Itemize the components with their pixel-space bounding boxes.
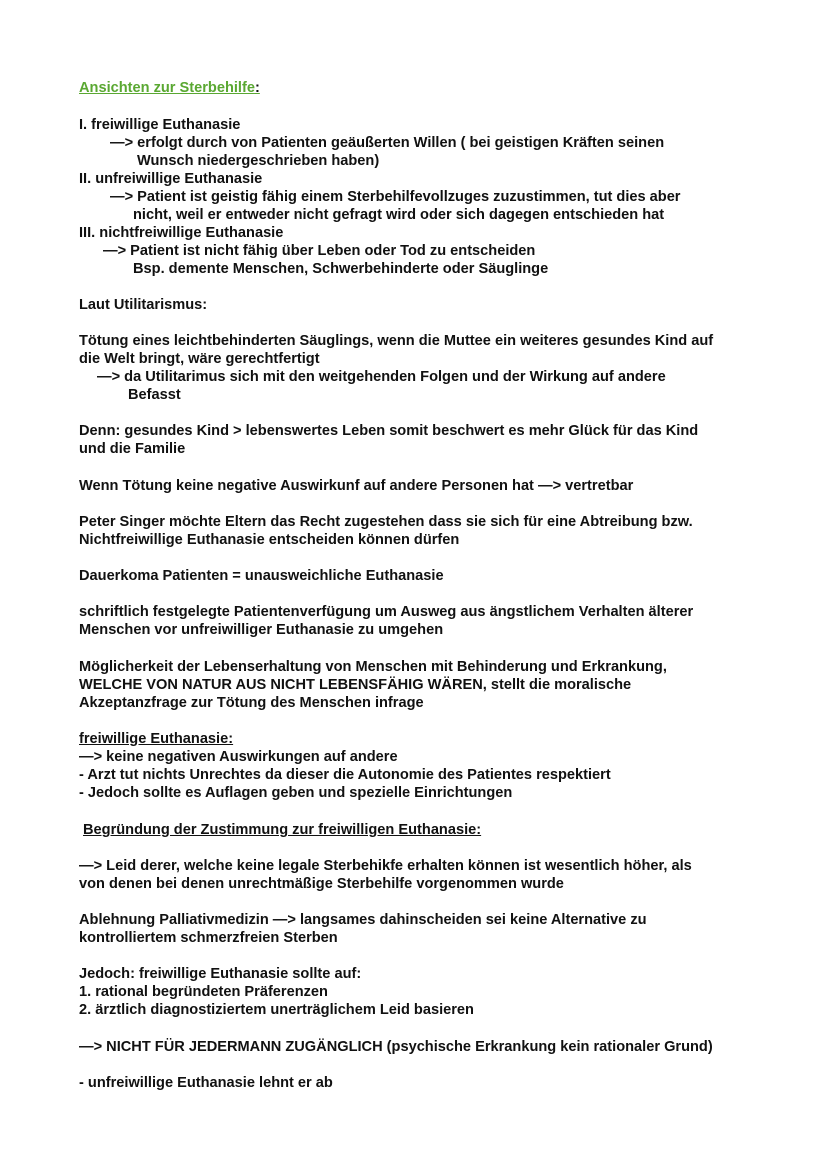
text-line: nicht, weil er entweder nicht gefragt wird oder sich dagegen entschieden hat (133, 207, 665, 223)
text-line: III. nichtfreiwillige Euthanasie (79, 225, 284, 241)
text-line: Nichtfreiwillige Euthanasie entscheiden können dürfen (79, 532, 460, 548)
text-line: Bsp. demente Menschen, Schwerbehinderte oder Säuglinge (133, 261, 549, 277)
text-line: —> Patient ist nicht fähig über Leben oder Tod zu entscheiden (103, 243, 536, 259)
text-line: —> Patient ist geistig fähig einem Sterbehilfevollzuges zuzustimmen, tut dies aber (110, 189, 681, 205)
text-line: Jedoch: freiwillige Euthanasie sollte auf: (79, 966, 362, 982)
text-line: Denn: gesundes Kind > lebenswertes Leben somit beschwert es mehr Glück für das Kind (79, 423, 699, 439)
section-heading: freiwillige Euthanasie: (79, 731, 234, 747)
text-line: schriftlich festgelegte Patientenverfügung um Ausweg aus ängstlichem Verhalten älterer (79, 604, 694, 620)
title-text: Ansichten zur Sterbehilfe (79, 80, 255, 96)
text-line: - Jedoch sollte es Auflagen geben und spezielle Einrichtungen (79, 785, 513, 801)
text-line: - unfreiwillige Euthanasie lehnt er ab (79, 1075, 333, 1091)
text-line: Peter Singer möchte Eltern das Recht zugestehen dass sie sich für eine Abtreibung bzw. (79, 514, 693, 530)
text-line: I. freiwillige Euthanasie (79, 117, 241, 133)
text-line: Akzeptanzfrage zur Tötung des Menschen infrage (79, 695, 424, 711)
document-title (79, 79, 260, 97)
text-line: die Welt bringt, wäre gerechtfertigt (79, 351, 320, 367)
text-line: von denen bei denen unrechtmäßige Sterbehilfe vorgenommen wurde (79, 876, 564, 892)
text-line: Wunsch niedergeschrieben haben) (137, 153, 380, 169)
text-line: Möglicherkeit der Lebenserhaltung von Menschen mit Behinderung und Erkrankung, (79, 659, 667, 675)
text-line: —> Leid derer, welche keine legale Sterbehikfe erhalten können ist wesentlich höher, als (79, 858, 692, 874)
text-line: Wenn Tötung keine negative Auswirkunf auf andere Personen hat —> vertretbar (79, 478, 634, 494)
section-heading: Begründung der Zustimmung zur freiwilligen Euthanasie: (83, 822, 482, 838)
text-line: II. unfreiwillige Euthanasie (79, 171, 263, 187)
text-line: Tötung eines leichtbehinderten Säuglings, wenn die Muttee ein weiteres gesundes Kind auf (79, 333, 714, 349)
text-line: —> NICHT FÜR JEDERMANN ZUGÄNGLICH (psychische Erkrankung kein rationaler Grund) (79, 1039, 713, 1055)
text-line: Dauerkoma Patienten = unausweichliche Euthanasie (79, 568, 444, 584)
text-line: WELCHE VON NATUR AUS NICHT LEBENSFÄHIG WÄREN, stellt die moralische (79, 677, 632, 693)
text-line: kontrolliertem schmerzfreien Sterben (79, 930, 338, 946)
text-line: und die Familie (79, 441, 186, 457)
text-line: —> da Utilitarimus sich mit den weitgehenden Folgen und der Wirkung auf andere (97, 369, 666, 385)
title-colon: : (254, 80, 260, 96)
text-line: - Arzt tut nichts Unrechtes da dieser die Autonomie des Patientes respektiert (79, 767, 611, 783)
text-line: Ablehnung Palliativmedizin —> langsames dahinscheiden sei keine Alternative zu (79, 912, 647, 928)
text-line: Befasst (128, 387, 181, 403)
text-line: —> keine negativen Auswirkungen auf andere (79, 749, 398, 765)
text-line: 1. rational begründeten Präferenzen (79, 984, 328, 1000)
text-line: —> erfolgt durch von Patienten geäußerten Willen ( bei geistigen Kräften seinen (110, 135, 665, 151)
text-line: 2. ärztlich diagnostiziertem unerträglichem Leid basieren (79, 1002, 474, 1018)
text-line: Menschen vor unfreiwilliger Euthanasie zu umgehen (79, 622, 444, 638)
text-line: Laut Utilitarismus: (79, 297, 208, 313)
